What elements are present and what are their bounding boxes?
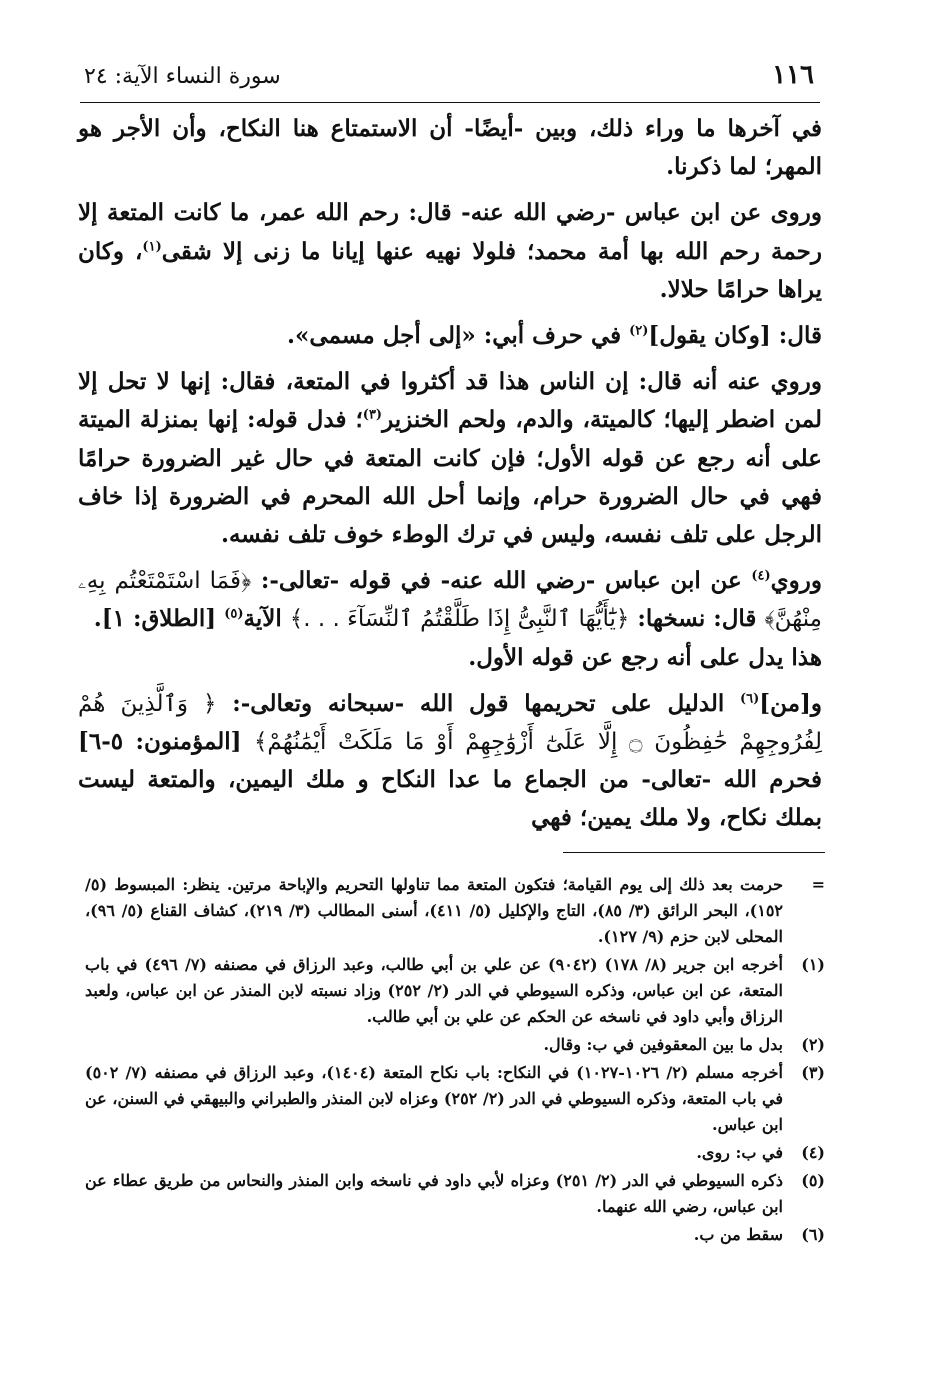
footnote xyxy=(85,1060,825,1138)
quran-verse: ﴿يَٰٓأَيُّهَا ٱلنَّبِىُّ إِذَا طَلَّقْتُمُ ٱلنِّسَآءَ . . .﴾ xyxy=(289,606,630,633)
footnote-text: أخرجه مسلم (٢/ ١٠٢٦-١٠٢٧) في النكاح: باب نكاح المتعة (١٤٠٤)، وعبد الرزاق في مصنفه (٧/ ٥٠٢) في باب المتعة، وذكره السيوطي في الدر (٢/ ٢٥٢) وعزاه لابن المنذر والطبراني والبيهقي في السنن، عن ابن عباس. xyxy=(85,1063,784,1134)
footnote-ref: (٣) xyxy=(362,407,383,423)
footnote xyxy=(85,1168,825,1220)
footnote-ref: (٢) xyxy=(629,323,649,339)
footnote-ref: (١) xyxy=(142,238,162,254)
paragraph: وروى عن ابن عباس -رضي الله عنه- قال: رحم الله عمر، ما كانت المتعة إلا رحمة رحم الله بها أمة محمد؛ فلولا نهيه عنها إيانا ما زنى إلا شقى$^{(١)}$، وكان يراها حرامًا حلالا. xyxy=(78,199,822,303)
footnote-text: بدل ما بين المعقوفين في ب: وقال. xyxy=(543,1035,783,1054)
footnote-ref: (٦) xyxy=(740,691,760,707)
footnote xyxy=(85,872,825,950)
footnote-text: في ب: روى. xyxy=(696,1143,783,1162)
footnote xyxy=(85,1222,825,1248)
footnotes xyxy=(85,872,825,1250)
page-header xyxy=(80,52,820,103)
paragraph: وروي$^{(٤)}$ عن ابن عباس -رضي الله عنه- في قوله -تعالى-: ﴿فَمَا اسْتَمْتَعْتُم بِهِۦ مِنْهُنَّ﴾ قال: نسخها: ﴿يَٰٓأَيُّهَا ٱلنَّبِىُّ إِذَا طَلَّقْتُمُ ٱلنِّسَآءَ . . .﴾ الآية$^{(٥)}$ [الطلاق: ١]. xyxy=(78,567,822,633)
footnote-text: ذكره السيوطي في الدر (٢/ ٢٥١) وعزاه لأبي داود في ناسخه وابن المنذر والنحاس من طريق عطاء عن ابن عباس، رضي الله عنهما. xyxy=(85,1171,783,1216)
footnote-mark: (١) xyxy=(801,955,825,974)
footnote-ref: (٥) xyxy=(224,606,244,622)
main-text xyxy=(78,110,822,846)
footnote-ref: (٤) xyxy=(751,568,771,584)
footnote-text: سقط من ب. xyxy=(693,1225,783,1244)
footnote-mark: (٤) xyxy=(801,1143,825,1162)
footnote xyxy=(85,1140,825,1166)
footnote-mark: = xyxy=(811,875,825,894)
page-number: ١١٦ xyxy=(772,60,814,90)
paragraph: قال: [وكان يقول]$^{(٢)}$ في حرف أبي: «إلى أجل مسمى». xyxy=(287,322,822,350)
footnote-mark: (٦) xyxy=(801,1225,825,1244)
paragraph: في آخرها ما وراء ذلك، وبين -أيضًا- أن الاستمتاع هنا النكاح، وأن الأجر هو المهر؛ لما ذكرنا. xyxy=(78,115,822,181)
paragraph: وروي عنه أنه قال: إن الناس هذا قد أكثروا في المتعة، فقال: إنها لا تحل إلا لمن اضطر إليها؛ كالميتة، والدم، ولحم الخنزير$^{(٣)}$؛ فدل قوله: إنها بمنزلة الميتة على أنه رجع عن قوله الأول؛ فإن كانت المتعة في حال غير الضرورة حرامًا فهي في حال الضرورة حرام، وإنما أحل الله المحرم في الضرورة إذا خاف الرجل على تلف نفسه، وليس في ترك الوطء خوف تلف نفسه. xyxy=(78,368,823,549)
paragraph: و[من]$^{(٦)}$ الدليل على تحريمها قول الله -سبحانه وتعالى-: ﴿ وَٱلَّذِينَ هُمْ لِفُرُوجِهِمْ حَٰفِظُونَ ۝ إِلَّا عَلَىٰٓ أَزْوَٰجِهِمْ أَوْ مَا مَلَكَتْ أَيْمَٰنُهُمْ﴾ [المؤمنون: ٥-٦] فحرم الله -تعالى- من الجماع ما عدا النكاح و ملك اليمين، والمتعة ليست بملك نكاح، ولا ملك يمين؛ فهي xyxy=(78,689,822,832)
quran-verse: ﴿فَمَا اسْتَمْتَعْتُم بِهِۦ مِنْهُنَّ﴾ xyxy=(78,568,822,633)
footnote-divider xyxy=(563,852,825,853)
footnote-mark: (٢) xyxy=(801,1035,825,1054)
running-title: سورة النساء الآية: ٢٤ xyxy=(84,64,281,89)
footnote-mark: (٥) xyxy=(801,1171,825,1190)
quran-verse: ﴿ وَٱلَّذِينَ هُمْ لِفُرُوجِهِمْ حَٰفِظُونَ ۝ إِلَّا عَلَىٰٓ أَزْوَٰجِهِمْ أَوْ مَا مَلَكَتْ أَيْمَٰنُهُمْ﴾ xyxy=(78,690,822,756)
paragraph: هذا يدل على أنه رجع عن قوله الأول. xyxy=(468,643,822,671)
footnote xyxy=(85,952,825,1030)
footnote-text: حرمت بعد ذلك إلى يوم القيامة؛ فتكون المتعة مما تناولها التحريم والإباحة مرتين. ينظر: المبسوط (٥/ ١٥٢)، البحر الرائق (٣/ ٨٥)، التاج والإكليل (٥/ ٤١١)، أسنى المطالب (٣/ ٢١٩)، كشاف القناع (٥/ ٩٦)، المحلى لابن حزم (٩/ ١٢٧). xyxy=(85,875,784,946)
footnote xyxy=(85,1032,825,1058)
footnote-text: أخرجه ابن جرير (٨/ ١٧٨) (٩٠٤٢) عن علي بن أبي طالب، وعبد الرزاق في مصنفه (٧/ ٤٩٦) في باب المتعة، عن ابن عباس، وذكره السيوطي في الدر (٢/ ٢٥٢) وزاد نسبته لابن المنذر عن ابن عباس، ولعبد الرزاق وأبي داود في ناسخه عن الحكم عن علي بن أبي طالب. xyxy=(85,955,783,1026)
footnote-mark: (٣) xyxy=(801,1063,825,1082)
